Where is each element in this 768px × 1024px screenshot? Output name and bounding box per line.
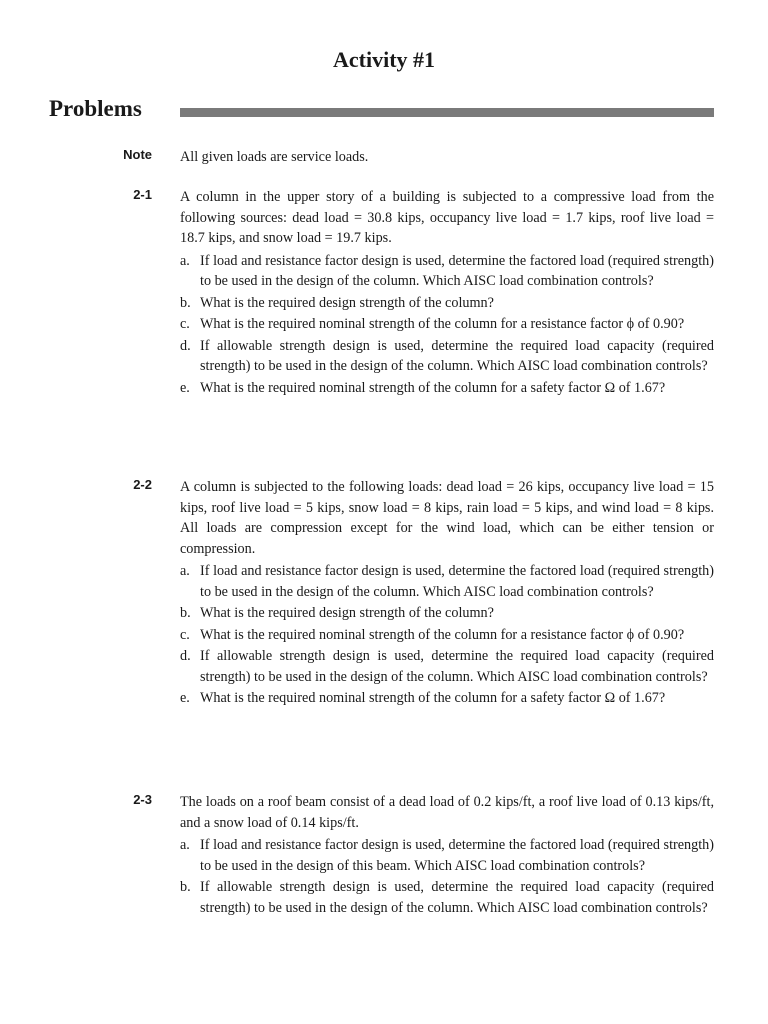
sub-question-c: c. What is the required nominal strength of the column for a resistance factor ϕ of 0.90? [180, 316, 685, 332]
problem-statement: The loads on a roof beam consist of a dead load of 0.2 kips/ft, a roof live load of 0.13 kips/ft, and a snow load of 0.14 kips/ft. [180, 794, 714, 831]
heading-rule [180, 108, 714, 117]
sub-question-e: e. What is the required nominal strength of the column for a safety factor Ω of 1.67? [180, 690, 666, 706]
page-title: Activity #1 [332, 47, 436, 72]
sub-question-b: b. If allowable strength design is used, determine the required load capacity (required strength) to be used in the design of the column. Which AISC load combination controls? [180, 879, 714, 916]
sub-question-list [180, 561, 714, 709]
note-label: Note [123, 147, 152, 162]
sub-question-a: a. If load and resistance factor design is used, determine the factored load (required strength) to be used in the design of the column. Which AISC load combination controls? [180, 563, 714, 600]
sub-question-b: b. What is the required design strength of the column? [180, 605, 494, 621]
sub-question-e: e. What is the required nominal strength of the column for a safety factor Ω of 1.67? [180, 379, 666, 396]
sub-question-list [180, 835, 714, 918]
sub-question-d: d. If allowable strength design is used, determine the required load capacity (required strength) to be used in the design of the column. Which AISC load combination controls? [180, 337, 714, 374]
problem-label: 2-2 [133, 477, 152, 492]
sub-question-list [180, 251, 714, 399]
sub-question-a: a. If load and resistance factor design is used, determine the factored load (required strength) to be used in the design of the column. Which AISC load combination controls? [180, 252, 714, 289]
problem-statement: A column in the upper story of a building is subjected to a compressive load from the following sources: dead load = 30.8 kips, occupancy live load = 1.7 kips, roof live load = 18.7 kips, and snow load = 19.7 kips. [180, 189, 714, 246]
sub-question-a: a. If load and resistance factor design is used, determine the factored load (required strength) to be used in the design of this beam. Which AISC load combination controls? [180, 837, 714, 874]
problem-statement: A column is subjected to the following loads: dead load = 26 kips, occupancy live load = 15 kips, roof live load = 5 kips, snow load = 8 kips, rain load = 5 kips, and wind load = 8 kips. All loads are compression except for the wind load, which can be either tension or compression. [180, 479, 714, 557]
problem-label: 2-3 [133, 792, 152, 807]
problem-label: 2-1 [133, 187, 152, 202]
sub-question-d: d. If allowable strength design is used, determine the required load capacity (required strength) to be used in the design of the column. Which AISC load combination controls? [180, 648, 714, 685]
sub-question-c: c. What is the required nominal strength of the column for a resistance factor ϕ of 0.90? [180, 626, 685, 643]
sub-question-b: b. What is the required design strength of the column? [180, 294, 494, 311]
note-text: All given loads are service loads. [180, 149, 369, 165]
section-heading: Problems [49, 96, 142, 121]
